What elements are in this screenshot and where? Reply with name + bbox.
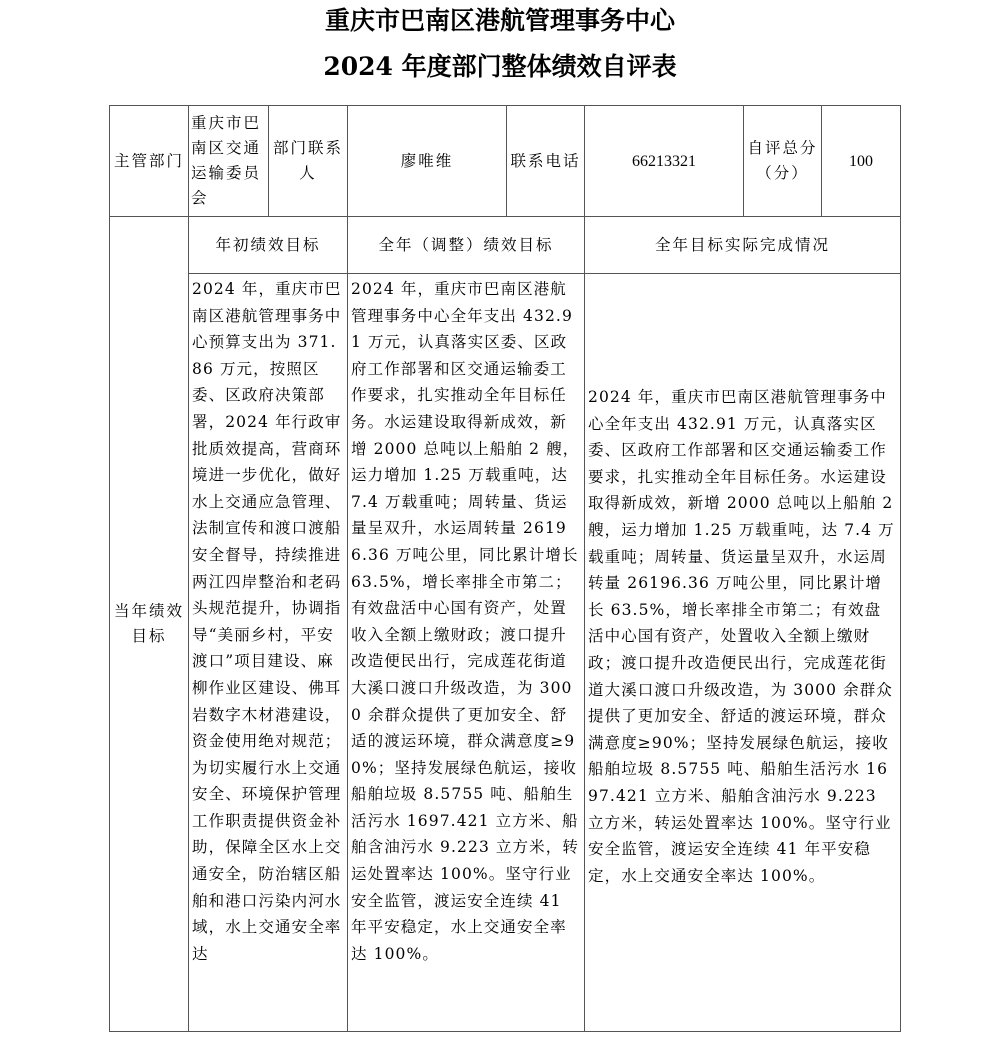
phone-value: 66213321 [632, 152, 696, 170]
dept-label-cell [110, 106, 189, 217]
dept-label: 主管部门 [113, 152, 184, 170]
actual-completion-cell [585, 274, 901, 1032]
contact-value: 廖唯维 [400, 152, 454, 170]
adjusted-goal-header-cell [348, 217, 585, 274]
actual-completion-header: 全年目标实际完成情况 [654, 236, 830, 254]
score-value-cell [822, 106, 901, 217]
dept-value-cell [189, 106, 269, 217]
goals-row-label-cell [110, 217, 189, 1032]
goals-header-row [110, 217, 901, 274]
adjusted-goal-header: 全年（调整）绩效目标 [378, 236, 554, 254]
document-subtitle: 2024 年度部门整体绩效自评表 [323, 52, 677, 81]
initial-goal-cell [189, 274, 348, 1032]
adjusted-goal-cell [348, 274, 585, 1032]
score-label-cell [744, 106, 822, 217]
goals-row-label: 当年绩效目标 [114, 602, 185, 645]
actual-completion-text: 2024 年，重庆市巴南区港航管理事务中心全年支出 432.91 万元，认真落实区委、区政府工作部署和区交通运输委工作要求，扎实推动全年目标任务。水运建设取得新成效，新增 2000 总吨以上船舶 2 艘，运力增加 1.25 万载重吨，达 7.4 万载重吨；周转量、货运量呈双升，水运周转量 26196.36 万吨公里，同比累计增长 63.5%，增长率排全市第二；有效盘活中心国有资产，处置收入全额上缴财政；渡口提升改造便民出行，完成莲花街道大溪口渡口升级改造，为 3000 余群众提供了更加安全、舒适的渡运环境，群众满意度≥90%；坚持发展绿色航运，接收船舶垃圾 8.5755 吨、船舶生活污水 1697.421 立方米、船舶含油污水 9.223 立方米，转运处置率达 100%。坚守行业安全监管，渡运安全连续 41 年平安稳定，水上交通安全率达 100%。 [588, 388, 895, 885]
document-title: 重庆市巴南区港航管理事务中心 [324, 6, 675, 35]
contact-label-cell [269, 106, 348, 217]
contact-label: 部门联系人 [272, 139, 343, 182]
phone-label: 联系电话 [510, 152, 581, 170]
score-value: 100 [849, 152, 873, 170]
goals-content-row [110, 274, 901, 1032]
score-label: 自评总分（分） [747, 139, 818, 182]
phone-label-cell [507, 106, 585, 217]
info-row [110, 106, 901, 217]
initial-goal-text: 2024 年，重庆市巴南区港航管理事务中心预算支出为 371.86 万元，按照区委、区政府决策部署，2024 年行政审批质效提高，营商环境进一步优化，做好水上交通应急管理、法制宣传和渡口渡船安全督导，持续推进两江四岸整治和老码头规范提升，协调指导“美丽乡村，平安渡口”项目建设、麻柳作业区建设、佛耳岩数字木材港建设，资金使用绝对规范；为切实履行水上交通安全、环境保护管理工作职责提供资金补助，保障全区水上交通安全，防治辖区船舶和港口污染内河水域，水上交通安全率达 [192, 280, 342, 963]
dept-value: 重庆市巴南区交通运输委员会 [191, 114, 262, 207]
contact-value-cell [348, 106, 507, 217]
actual-completion-header-cell [585, 217, 901, 274]
phone-value-cell [585, 106, 744, 217]
adjusted-goal-text: 2024 年，重庆市巴南区港航管理事务中心全年支出 432.91 万元，认真落实区委、区政府工作部署和区交通运输委工作要求，扎实推动全年目标任务。水运建设取得新成效，新增 2000 总吨以上船舶 2 艘，运力增加 1.25 万载重吨，达 7.4 万载重吨；周转量、货运量呈双升，水运周转量 26196.36 万吨公里，同比累计增长 63.5%，增长率排全市第二；有效盘活中心国有资产，处置收入全额上缴财政；渡口提升改造便民出行，完成莲花街道大溪口渡口升级改造，为 3000 余群众提供了更加安全、舒适的渡运环境，群众满意度≥90%；坚持发展绿色航运，接收船舶垃圾 8.5755 吨、船舶生活污水 1697.421 立方米、船舶含油污水 9.223 立方米，转运处置率达 100%。坚守行业安全监管，渡运安全连续 41 年平安稳定，水上交通安全率达 100%。 [351, 280, 580, 963]
initial-goal-header: 年初绩效目标 [215, 236, 321, 254]
initial-goal-header-cell [189, 217, 348, 274]
performance-evaluation-table [109, 105, 901, 1032]
